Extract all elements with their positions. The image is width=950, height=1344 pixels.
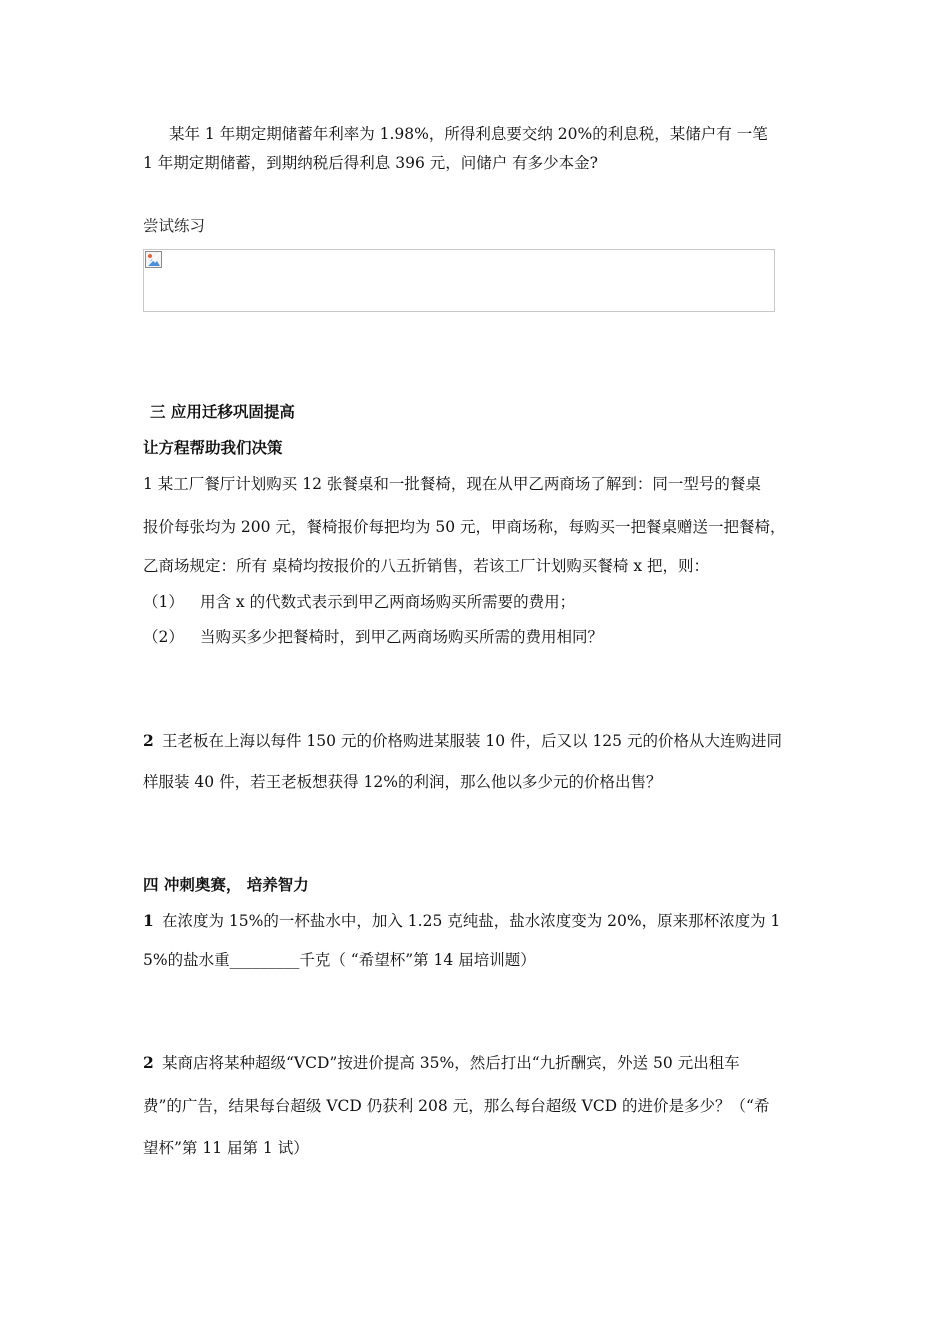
section-3-subheading: 让方程帮助我们决策 xyxy=(143,438,283,457)
s3-q1-sub-1-number: （1） xyxy=(143,593,184,611)
s4-q2-line-3: 望杯”第 11 届第 1 试） xyxy=(143,1139,309,1157)
problem-intro-line-1: 某年 1 年期定期储蓄年利率为 1.98%，所得利息要交纳 20%的利息税，某储户有 一笔 xyxy=(169,125,768,143)
section-4-heading: 四 冲刺奥赛， 培养智力 xyxy=(143,875,309,894)
s3-q1-line-3: 乙商场规定：所有 桌椅均按报价的八五折销售，若该工厂计划购买餐椅 x 把，则： xyxy=(143,557,710,575)
s4-q1-line-1: 在浓度为 15%的一杯盐水中，加入 1.25 克纯盐，盐水浓度变为 20%，原来那杯浓度为 1 xyxy=(162,912,781,930)
s4-q2-number: 2 xyxy=(143,1053,154,1072)
s3-q1-sub-2-number: （2） xyxy=(143,628,184,646)
practice-image-frame xyxy=(143,249,775,312)
s3-q1-line-1: 1 某工厂餐厅计划购买 12 张餐桌和一批餐椅，现在从甲乙两商场了解到：同一型号的餐桌 xyxy=(143,475,761,493)
s4-q1-line-2: 5%的盐水重_________千克（ “希望杯”第 14 届培训题） xyxy=(143,951,536,969)
s4-q2-line-2: 费”的广告，结果每台超级 VCD 仍获利 208 元，那么每台超级 VCD 的进价是多少？（“希 xyxy=(143,1097,770,1115)
s3-q2-number: 2 xyxy=(143,731,154,750)
section-3-heading: 三 应用迁移巩固提高 xyxy=(150,402,295,421)
s4-q2-line-1: 某商店将某种超级“VCD”按进价提高 35%，然后打出“九折酬宾，外送 50 元出租车 xyxy=(162,1054,740,1072)
s3-q1-sub-2-text: 当购买多少把餐椅时，到甲乙两商场购买所需的费用相同？ xyxy=(200,628,604,646)
s3-q2-line-1: 王老板在上海以每件 150 元的价格购进某服装 10 件，后又以 125 元的价格从大连购进同 xyxy=(162,732,782,750)
s3-q2-line-2: 样服装 40 件，若王老板想获得 12%的利润，那么他以多少元的价格出售？ xyxy=(143,773,662,791)
practice-title: 尝试练习 xyxy=(143,217,206,235)
broken-image-icon xyxy=(145,251,162,268)
s3-q1-line-2: 报价每张均为 200 元，餐椅报价每把均为 50 元，甲商场称，每购买一把餐桌赠送一把餐椅， xyxy=(143,518,786,536)
problem-intro-line-2: 1 年期定期储蓄，到期纳税后得利息 396 元，问储户 有多少本金? xyxy=(143,154,598,172)
s4-q1-number: 1 xyxy=(143,911,154,930)
s3-q1-sub-1-text: 用含 x 的代数式表示到甲乙两商场购买所需要的费用； xyxy=(200,593,576,611)
